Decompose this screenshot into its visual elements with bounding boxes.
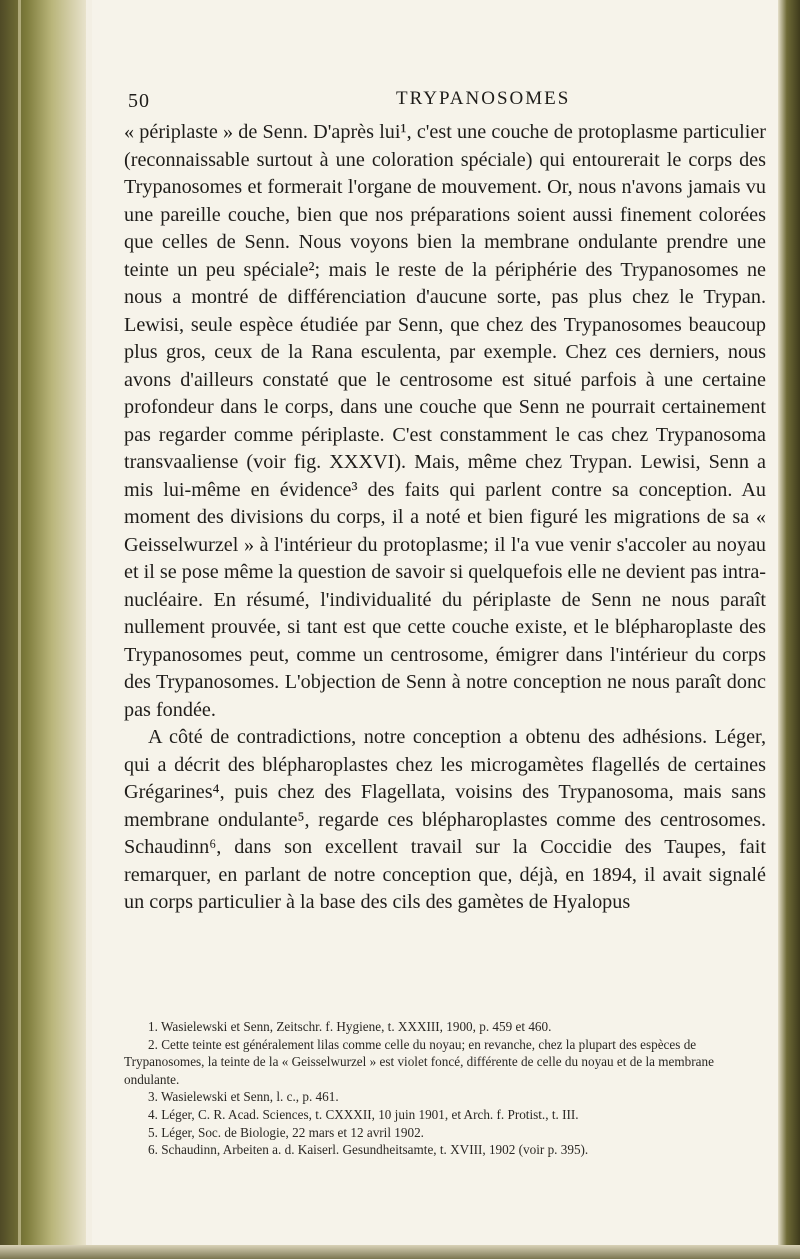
body-text <box>124 119 766 917</box>
page-number: 50 <box>128 90 150 112</box>
scan-right-edge <box>778 0 800 1259</box>
paragraph-1: « périplaste » de Senn. D'après lui¹, c'est une couche de protoplasme particulier (reconnaissable surtout à une coloration spéciale) qui entourerait le corps des Trypanosomes et formerait l'organe de mouvement. Or, nous n'avons jamais vu une pareille couche, bien que nos préparations soient aussi finement colorées que celles de Senn. Nous voyons bien la membrane ondulante prendre une teinte un peu spéciale²; mais le reste de la périphérie des Trypanosomes ne nous a montré de différenciation d'aucune sorte, pas plus chez le Trypan. Lewisi, seule espèce étudiée par Senn, que chez des Trypanosomes beaucoup plus gros, ceux de la Rana esculenta, par exemple. Chez ces derniers, nous avons d'ailleurs constaté que le centrosome est situé parfois à une certaine profondeur dans le corps, dans une couche que Senn ne pourrait certainement pas regarder comme périplaste. C'est constamment le cas chez Trypanosoma transvaaliense (voir fig. XXXVI). Mais, même chez Trypan. Lewisi, Senn a mis lui-même en évidence³ des faits qui parlent contre sa conception. Au moment des divisions du corps, il a noté et bien figuré les migrations de sa « Geisselwurzel » à l'intérieur du protoplasme; il l'a vue venir s'accoler au noyau et il se pose même la question de savoir si quelquefois elle ne devient pas intra-nucléaire. En résumé, l'individualité du périplaste de Senn ne nous paraît nullement prouvée, si tant est que cette couche existe, et le blépharoplaste des Trypanosomes peut, comme un centrosome, émigrer dans l'intérieur du corps des Trypanosomes. L'objection de Senn à notre conception ne nous paraît donc pas fondée. <box>124 121 766 721</box>
scan-bottom-edge <box>0 1245 800 1259</box>
footnote-1: 1. Wasielewski et Senn, Zeitschr. f. Hygiene, t. XXXIII, 1900, p. 459 et 460. <box>148 1019 552 1034</box>
scan-binding-edge <box>0 0 86 1259</box>
running-head: TRYPANOSOMES <box>396 88 571 109</box>
footnote-2: 2. Cette teinte est généralement lilas comme celle du noyau; en revanche, chez la plupart des espèces de Trypanosomes, la teinte de la « Geisselwurzel » est violet foncé, différente de celle du noyau et de la membrane ondulante. <box>124 1036 714 1087</box>
footnote-4: 4. Léger, C. R. Acad. Sciences, t. CXXXII, 10 juin 1901, et Arch. f. Protist., t. III. <box>148 1106 579 1122</box>
paragraph-2: A côté de contradictions, notre conception a obtenu des adhésions. Léger, qui a décrit des blépharoplastes chez les microgamètes flagellés de certaines Grégarines⁴, puis chez des Flagellata, voisins des Trypanosoma, mais sans membrane ondulante⁵, regarde ces blépharoplastes comme des centrosomes. Schaudinn⁶, dans son excellent travail sur la Coccidie des Taupes, fait remarquer, en parlant de notre conception que, déjà, en 1894, il avait signalé un corps particulier à la base des cils des gamètes de Hyalopus <box>124 726 766 913</box>
footnotes <box>124 1018 766 1159</box>
page-header <box>128 88 748 118</box>
footnote-5: 5. Léger, Soc. de Biologie, 22 mars et 12 avril 1902. <box>148 1124 424 1140</box>
footnote-3: 3. Wasielewski et Senn, l. c., p. 461. <box>148 1089 339 1105</box>
footnote-6: 6. Schaudinn, Arbeiten a. d. Kaiserl. Gesundheitsamte, t. XVIII, 1902 (voir p. 395). <box>148 1142 589 1158</box>
